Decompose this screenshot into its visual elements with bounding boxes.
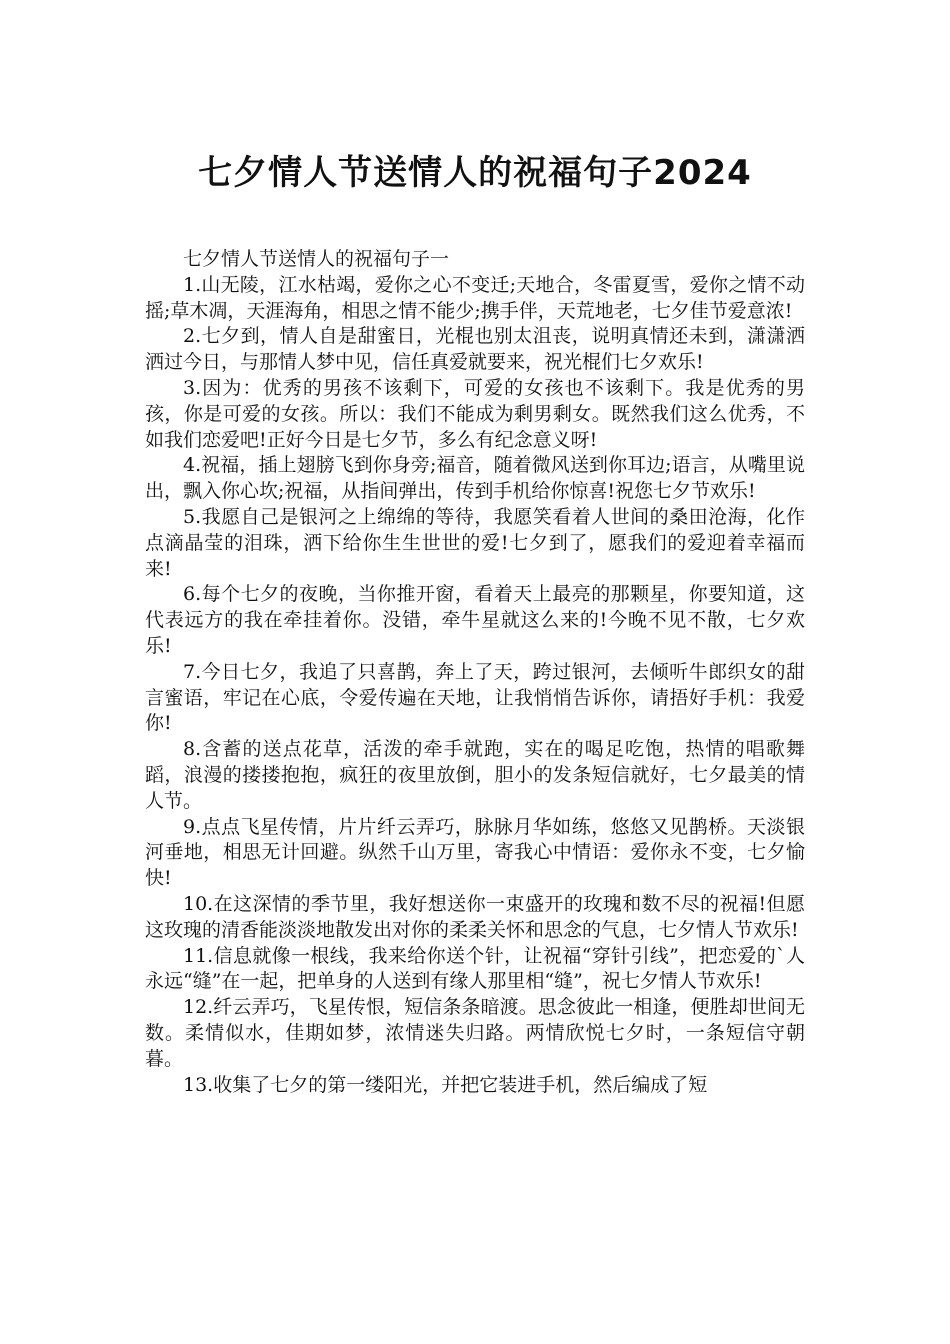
- document-body: [145, 247, 805, 1098]
- paragraph: 8.含蓄的送点花草，活泼的牵手就跑，实在的喝足吃饱，热情的唱歌舞蹈，浪漫的搂搂抱抱，疯狂的夜里放倒，胆小的发条短信就好，七夕最美的情人节。: [145, 738, 805, 812]
- paragraph: 1.山无陵，江水枯竭，爱你之心不变迁;天地合，冬雷夏雪，爱你之情不动摇;草木凋，天涯海角，相思之情不能少;携手伴，天荒地老，七夕佳节爱意浓!: [145, 273, 805, 322]
- paragraph: 10.在这深情的季节里，我好想送你一束盛开的玫瑰和数不尽的祝福!但愿这玫瑰的清香能淡淡地散发出对你的柔柔关怀和思念的气息，七夕情人节欢乐!: [145, 892, 805, 941]
- paragraph: 12.纤云弄巧，飞星传恨，短信条条暗渡。思念彼此一相逢，便胜却世间无数。柔情似水，佳期如梦，浓情迷失归路。两情欣悦七夕时，一条短信守朝暮。: [145, 996, 805, 1070]
- paragraph: 11.信息就像一根线，我来给你送个针，让祝福“穿针引线”，把恋爱的`人永远“缝”在一起，把单身的人送到有缘人那里相“缝”，祝七夕情人节欢乐!: [145, 944, 805, 993]
- paragraph: 7.今日七夕，我追了只喜鹊，奔上了天，跨过银河，去倾听牛郎织女的甜言蜜语，牢记在心底，令爱传遍在天地，让我悄悄告诉你，请捂好手机：我爱你!: [145, 660, 805, 735]
- section-heading: 七夕情人节送情人的祝福句子一: [183, 248, 450, 270]
- paragraph: 6.每个七夕的夜晚，当你推开窗，看着天上最亮的那颗星，你要知道，这代表远方的我在牵挂着你。没错，牵牛星就这么来的!今晚不见不散，七夕欢乐!: [145, 583, 805, 657]
- paragraph: 13.收集了七夕的第一缕阳光，并把它装进手机，然后编成了短: [183, 1073, 708, 1096]
- paragraph: 4.祝福，插上翅膀飞到你身旁;福音，随着微风送到你耳边;语言，从嘴里说出，飘入你心坎;祝福，从指间弹出，传到手机给你惊喜!祝您七夕节欢乐!: [145, 454, 805, 503]
- paragraph: 9.点点飞星传情，片片纤云弄巧，脉脉月华如练，悠悠又见鹊桥。天淡银河垂地，相思无计回避。纵然千山万里，寄我心中情语：爱你永不变，七夕愉快!: [145, 815, 805, 890]
- document-title: 七夕情人节送情人的祝福句子2024: [198, 152, 752, 193]
- paragraph: 2.七夕到，情人自是甜蜜日，光棍也别太沮丧，说明真情还未到，潇潇洒洒过今日，与那情人梦中见，信任真爱就要来，祝光棍们七夕欢乐!: [145, 325, 805, 374]
- paragraph: 5.我愿自己是银河之上绵绵的等待，我愿笑看着人世间的桑田沧海，化作点滴晶莹的泪珠，洒下给你生生世世的爱!七夕到了，愿我们的爱迎着幸福而来!: [145, 505, 805, 580]
- paragraph: 3.因为：优秀的男孩不该剩下，可爱的女孩也不该剩下。我是优秀的男孩，你是可爱的女孩。所以：我们不能成为剩男剩女。既然我们这么优秀，不如我们恋爱吧!正好今日是七夕节，多么有纪念意义呀!: [145, 376, 805, 451]
